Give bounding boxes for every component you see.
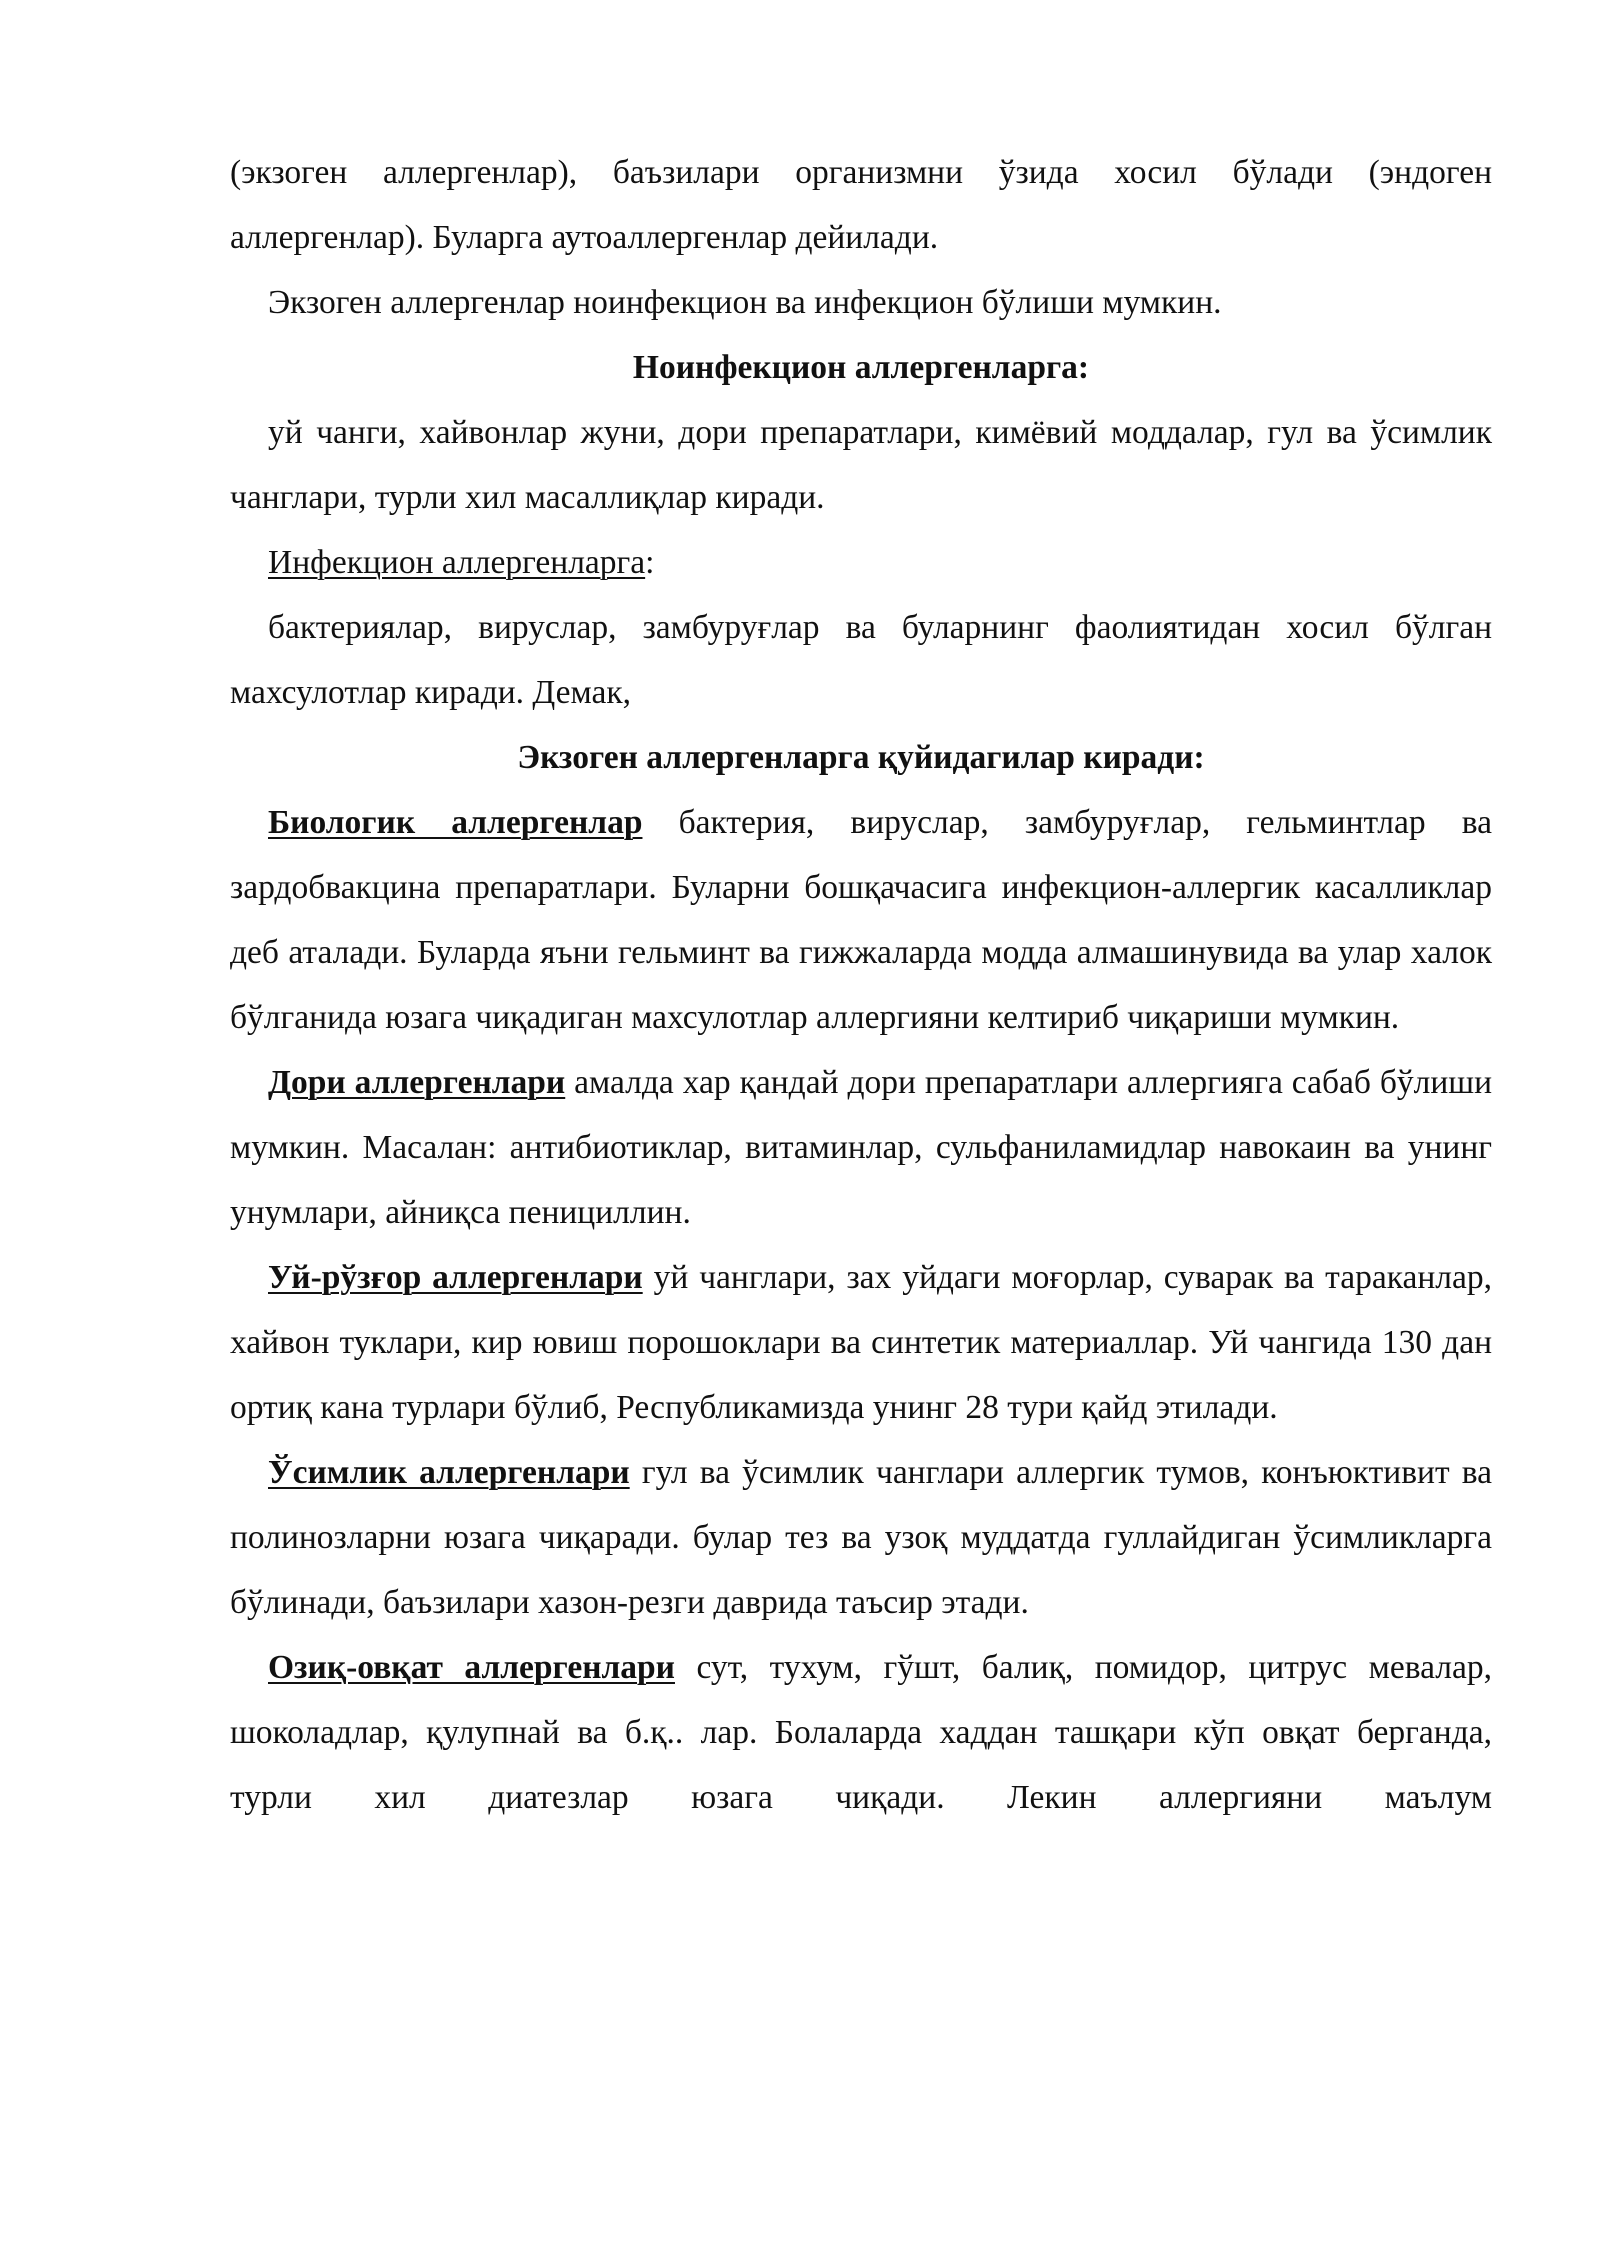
document-body bbox=[230, 140, 1492, 1830]
paragraph-noninfectious-list: уй чанги, хайвонлар жуни, дори препаратлари, кимёвий моддалар, гул ва ўсимлик чанглари, турли хил масаллиқлар киради. bbox=[230, 414, 1492, 516]
term-household: Уй-рўзғор аллергенлари bbox=[268, 1259, 643, 1296]
section-biological bbox=[230, 790, 1492, 1050]
paragraph-exogen-types: Экзоген аллергенлар ноинфекцион ва инфекцион бўлиши мумкин. bbox=[268, 284, 1222, 321]
colon: : bbox=[645, 544, 655, 581]
paragraph-infectious-label bbox=[230, 530, 1492, 595]
paragraph-exogen-endogen: (экзоген аллергенлар), баъзилари организмни ўзида хосил бўлади (эндоген аллергенлар). Буларга аутоаллергенлар дейилади. bbox=[230, 154, 1492, 256]
heading-exogen-includes: Экзоген аллергенларга қуйидагилар киради: bbox=[517, 739, 1205, 776]
term-food: Озиқ-овқат аллергенлари bbox=[268, 1649, 675, 1686]
section-drug bbox=[230, 1050, 1492, 1245]
term-infectious: Инфекцион аллергенларга bbox=[268, 544, 646, 581]
text-drug: амалда хар қандай дори препаратлари аллергияга сабаб бўлиши мумкин. Масалан: антибиотиклар, витаминлар, сульфаниламидлар навокаин ва унинг унумлари, айниқса пенициллин. bbox=[230, 1064, 1493, 1231]
heading-noninfectious: Ноинфекцион аллергенларга: bbox=[632, 349, 1090, 386]
section-plant bbox=[230, 1440, 1492, 1635]
text-food: сут, тухум, гўшт, балиқ, помидор, цитрус мевалар, шоколадлар, қулупнай ва б.қ.. лар. Болаларда хаддан ташқари кўп овқат берганда, турли хил диатезлар юзага чиқади. Лекин аллергияни маълум bbox=[230, 1649, 1492, 1816]
term-drug: Дори аллергенлари bbox=[268, 1064, 566, 1101]
term-biological: Биологик аллергенлар bbox=[268, 804, 643, 841]
text-household: уй чанглари, зах уйдаги моғорлар, суварак ва тараканлар, хайвон туклари, кир ювиш порошоклари ва синтетик материаллар. Уй чангида 130 дан ортиқ кана турлари бўлиб, Республикамизда унинг 28 тури қайд этилади. bbox=[230, 1259, 1492, 1426]
paragraph-infectious-list: бактериялар, вируслар, замбуруғлар ва буларнинг фаолиятидан хосил бўлган махсулотлар киради. Демак, bbox=[230, 609, 1492, 711]
text-plant: гул ва ўсимлик чанглари аллергик тумов, конъюктивит ва полинозларни юзага чиқаради. булар тез ва узоқ муддатда гуллайдиган ўсимликларга бўлинади, баъзилари хазон-резги даврида таъсир этади. bbox=[230, 1454, 1492, 1621]
term-plant: Ўсимлик аллергенлари bbox=[268, 1454, 630, 1491]
section-food bbox=[230, 1635, 1492, 1830]
section-household bbox=[230, 1245, 1492, 1440]
text-biological: бактерия, вируслар, замбуруғлар, гельминтлар ва зардобвакцина препаратлари. Буларни бошқачасига инфекцион-аллергик касалликлар деб аталади. Буларда яъни гельминт ва гижжаларда модда алмашинувида ва улар халок бўлганида юзага чиқадиган махсулотлар аллергияни келтириб чиқариши мумкин. bbox=[230, 804, 1492, 1036]
